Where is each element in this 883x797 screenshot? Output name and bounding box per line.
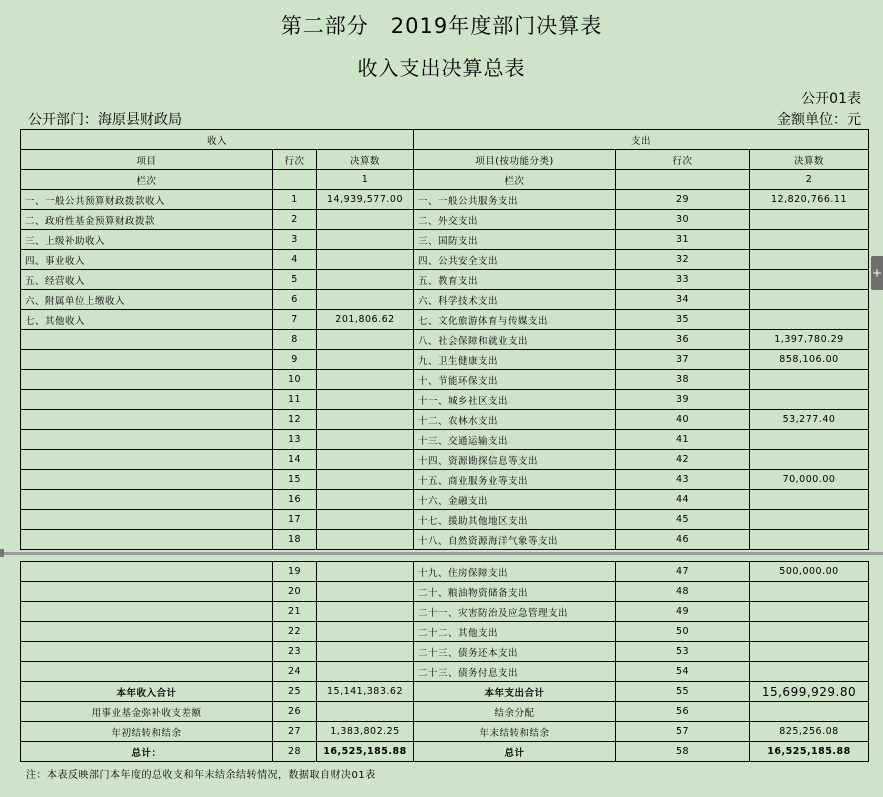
grand-total-no: 28	[273, 742, 317, 762]
expense-amount	[750, 662, 869, 682]
income-row-no: 9	[273, 350, 317, 370]
ending-balance-amount: 825,256.08	[750, 722, 869, 742]
income-row-no: 15	[273, 470, 317, 490]
income-item	[21, 622, 273, 642]
expense-row-no: 38	[616, 370, 750, 390]
table-row	[21, 602, 869, 622]
income-amount	[317, 530, 414, 550]
grand-total-label: 总计：	[21, 742, 273, 762]
expense-amount	[750, 290, 869, 310]
expense-col-number: 2	[750, 170, 869, 190]
expense-item: 十九、住房保障支出	[414, 562, 616, 582]
income-amount	[317, 230, 414, 250]
income-item	[21, 662, 273, 682]
beginning-balance-label: 年初结转和结余	[21, 722, 273, 742]
expense-item: 十六、金融支出	[414, 490, 616, 510]
income-row-no: 20	[273, 582, 317, 602]
income-row-no: 23	[273, 642, 317, 662]
expense-item: 五、教育支出	[414, 270, 616, 290]
expense-item: 七、文化旅游体育与传媒支出	[414, 310, 616, 330]
expense-amount	[750, 602, 869, 622]
expense-item: 二十二、其他支出	[414, 622, 616, 642]
expense-row-no: 35	[616, 310, 750, 330]
income-item	[21, 470, 273, 490]
expense-row-no: 54	[616, 662, 750, 682]
income-amount	[317, 430, 414, 450]
expense-row-no: 37	[616, 350, 750, 370]
expense-col-label: 栏次	[414, 170, 616, 190]
summary-table-top	[20, 129, 869, 550]
expense-amount	[750, 250, 869, 270]
expense-amount	[750, 622, 869, 642]
expense-item: 一、一般公共服务支出	[414, 190, 616, 210]
income-item: 四、事业收入	[21, 250, 273, 270]
income-item	[21, 642, 273, 662]
expense-amount: 858,106.00	[750, 350, 869, 370]
income-amount	[317, 662, 414, 682]
expense-row-no: 31	[616, 230, 750, 250]
income-amount	[317, 410, 414, 430]
income-item	[21, 410, 273, 430]
table-row	[21, 270, 869, 290]
expense-amount	[750, 642, 869, 662]
expense-item: 六、科学技术支出	[414, 290, 616, 310]
table-row	[21, 330, 869, 350]
empty-cell	[273, 170, 317, 190]
ending-balance-no: 57	[616, 722, 750, 742]
expense-row-no: 30	[616, 210, 750, 230]
income-row-no: 16	[273, 490, 317, 510]
report-subtitle: 收入支出决算总表	[357, 56, 526, 80]
income-amount-header: 决算数	[317, 150, 414, 170]
expense-row-no: 47	[616, 562, 750, 582]
expense-item: 十三、交通运输支出	[414, 430, 616, 450]
income-amount	[317, 370, 414, 390]
income-amount: 201,806.62	[317, 310, 414, 330]
empty-cell	[616, 170, 750, 190]
table-row	[21, 470, 869, 490]
balance-row	[21, 722, 869, 742]
expense-item: 十八、自然资源海洋气象等支出	[414, 530, 616, 550]
expense-item: 二十三、债务还本支出	[414, 642, 616, 662]
page-break-divider	[0, 552, 883, 555]
table-row	[21, 290, 869, 310]
expense-row-no: 48	[616, 582, 750, 602]
expense-row-no: 36	[616, 330, 750, 350]
income-item	[21, 510, 273, 530]
expense-amount: 12,820,766.11	[750, 190, 869, 210]
income-row-no: 8	[273, 330, 317, 350]
fund-row	[21, 702, 869, 722]
table-row	[21, 430, 869, 450]
income-amount	[317, 622, 414, 642]
expense-row-no: 50	[616, 622, 750, 642]
income-row-no: 5	[273, 270, 317, 290]
expense-row-no: 33	[616, 270, 750, 290]
income-row-no: 12	[273, 410, 317, 430]
income-row-no: 14	[273, 450, 317, 470]
grand-total-label-expense: 总计	[414, 742, 616, 762]
expense-row-no: 42	[616, 450, 750, 470]
table-row	[21, 510, 869, 530]
expense-amount: 1,397,780.29	[750, 330, 869, 350]
expense-item: 十、节能环保支出	[414, 370, 616, 390]
income-item	[21, 530, 273, 550]
expense-item: 二十一、灾害防治及应急管理支出	[414, 602, 616, 622]
expense-amount: 70,000.00	[750, 470, 869, 490]
income-header: 收入	[21, 130, 414, 150]
expense-row-no: 39	[616, 390, 750, 410]
income-row-no: 11	[273, 390, 317, 410]
table-row	[21, 230, 869, 250]
expense-item: 四、公共安全支出	[414, 250, 616, 270]
rows-bottom	[21, 562, 869, 682]
expand-icon[interactable]: +	[871, 256, 883, 290]
income-row-no: 4	[273, 250, 317, 270]
expense-amount	[750, 582, 869, 602]
table-row	[21, 622, 869, 642]
distribution-label: 结余分配	[414, 702, 616, 722]
grand-total-amount: 16,525,185.88	[317, 742, 414, 762]
expense-row-no: 29	[616, 190, 750, 210]
summary-table-bottom	[20, 561, 869, 762]
income-row-no: 21	[273, 602, 317, 622]
beginning-balance-amount: 1,383,802.25	[317, 722, 414, 742]
grand-total-no-expense: 58	[616, 742, 750, 762]
expense-item-header: 项目(按功能分类)	[414, 150, 616, 170]
income-amount	[317, 562, 414, 582]
table-row	[21, 562, 869, 582]
table-row	[21, 490, 869, 510]
income-row-no: 2	[273, 210, 317, 230]
expense-row-no: 40	[616, 410, 750, 430]
income-amount	[317, 250, 414, 270]
expense-amount	[750, 270, 869, 290]
expense-item: 十五、商业服务业等支出	[414, 470, 616, 490]
income-row-no: 22	[273, 622, 317, 642]
income-item	[21, 430, 273, 450]
income-amount	[317, 602, 414, 622]
expense-row-no: 49	[616, 602, 750, 622]
expense-amount	[750, 450, 869, 470]
report-title: 第二部分 2019年度部门决算表	[280, 14, 603, 38]
table-row	[21, 410, 869, 430]
income-amount	[317, 510, 414, 530]
fund-label: 用事业基金弥补收支差额	[21, 702, 273, 722]
table-row	[21, 310, 869, 330]
income-item: 七、其他收入	[21, 310, 273, 330]
income-item	[21, 390, 273, 410]
income-amount	[317, 450, 414, 470]
income-row-no: 24	[273, 662, 317, 682]
expense-amount: 500,000.00	[750, 562, 869, 582]
expense-item: 二十三、债务付息支出	[414, 662, 616, 682]
ending-balance-label: 年末结转和结余	[414, 722, 616, 742]
grand-total-row	[21, 742, 869, 762]
expense-header: 支出	[414, 130, 869, 150]
expense-amount	[750, 530, 869, 550]
expense-item: 十二、农林水支出	[414, 410, 616, 430]
expense-amount	[750, 510, 869, 530]
page-break-marker	[0, 549, 4, 557]
fund-no: 26	[273, 702, 317, 722]
income-item: 二、政府性基金预算财政拨款	[21, 210, 273, 230]
expense-total-amount: 15,699,929.80	[750, 682, 869, 702]
income-col-label: 栏次	[21, 170, 273, 190]
expense-row-no: 45	[616, 510, 750, 530]
income-row-no: 1	[273, 190, 317, 210]
expense-item: 十四、资源勘探信息等支出	[414, 450, 616, 470]
table-row	[21, 350, 869, 370]
income-item-header: 项目	[21, 150, 273, 170]
expense-amount	[750, 210, 869, 230]
income-row-no: 3	[273, 230, 317, 250]
income-amount	[317, 642, 414, 662]
expense-item: 九、卫生健康支出	[414, 350, 616, 370]
expense-total-label: 本年支出合计	[414, 682, 616, 702]
table-row	[21, 642, 869, 662]
income-item	[21, 562, 273, 582]
income-total-amount: 15,141,383.62	[317, 682, 414, 702]
table-row	[21, 190, 869, 210]
income-item	[21, 350, 273, 370]
expense-amount	[750, 430, 869, 450]
income-item	[21, 450, 273, 470]
income-item: 一、一般公共预算财政拨款收入	[21, 190, 273, 210]
income-item: 五、经营收入	[21, 270, 273, 290]
expense-item: 二十、粮油物资储备支出	[414, 582, 616, 602]
expense-amount	[750, 390, 869, 410]
expense-item: 十一、城乡社区支出	[414, 390, 616, 410]
income-item	[21, 490, 273, 510]
grand-total-amount-expense: 16,525,185.88	[750, 742, 869, 762]
expense-item: 八、社会保障和就业支出	[414, 330, 616, 350]
expense-amount-header: 决算数	[750, 150, 869, 170]
expense-amount	[750, 370, 869, 390]
expense-row-no: 41	[616, 430, 750, 450]
expense-item: 三、国防支出	[414, 230, 616, 250]
expense-amount	[750, 310, 869, 330]
income-row-no: 18	[273, 530, 317, 550]
table-row	[21, 582, 869, 602]
total-row	[21, 682, 869, 702]
distribution-amount	[750, 702, 869, 722]
distribution-no: 56	[616, 702, 750, 722]
income-amount	[317, 270, 414, 290]
table-row	[21, 210, 869, 230]
department-label: 公开部门：海原县财政局	[28, 112, 182, 128]
income-row-no: 17	[273, 510, 317, 530]
expense-row-no: 44	[616, 490, 750, 510]
footnote: 注：本表反映部门本年度的总收支和年末结余结转情况，数据取自财决01表	[26, 770, 376, 781]
expense-amount: 53,277.40	[750, 410, 869, 430]
expense-rowno-header: 行次	[616, 150, 750, 170]
expense-item: 二、外交支出	[414, 210, 616, 230]
income-item: 六、附属单位上缴收入	[21, 290, 273, 310]
income-item	[21, 582, 273, 602]
income-row-no: 19	[273, 562, 317, 582]
income-amount	[317, 350, 414, 370]
table-row	[21, 370, 869, 390]
income-item	[21, 370, 273, 390]
income-row-no: 13	[273, 430, 317, 450]
expense-row-no: 32	[616, 250, 750, 270]
income-amount	[317, 390, 414, 410]
income-row-no: 10	[273, 370, 317, 390]
income-item: 三、上级补助收入	[21, 230, 273, 250]
income-amount	[317, 330, 414, 350]
table-row	[21, 662, 869, 682]
table-row	[21, 530, 869, 550]
income-amount	[317, 582, 414, 602]
income-row-no: 6	[273, 290, 317, 310]
rows-top	[21, 190, 869, 550]
income-col-number: 1	[317, 170, 414, 190]
income-amount	[317, 210, 414, 230]
fund-amount	[317, 702, 414, 722]
table-row	[21, 390, 869, 410]
expense-row-no: 34	[616, 290, 750, 310]
income-item	[21, 330, 273, 350]
expense-amount	[750, 230, 869, 250]
table-row	[21, 450, 869, 470]
income-rowno-header: 行次	[273, 150, 317, 170]
form-number: 公开01表	[801, 91, 861, 107]
expense-item: 十七、援助其他地区支出	[414, 510, 616, 530]
income-amount	[317, 290, 414, 310]
table-row	[21, 250, 869, 270]
income-total-label: 本年收入合计	[21, 682, 273, 702]
expense-total-no: 55	[616, 682, 750, 702]
income-total-no: 25	[273, 682, 317, 702]
expense-row-no: 53	[616, 642, 750, 662]
expense-row-no: 43	[616, 470, 750, 490]
expense-amount	[750, 490, 869, 510]
income-amount	[317, 470, 414, 490]
beginning-balance-no: 27	[273, 722, 317, 742]
income-row-no: 7	[273, 310, 317, 330]
expense-row-no: 46	[616, 530, 750, 550]
income-amount: 14,939,577.00	[317, 190, 414, 210]
income-amount	[317, 490, 414, 510]
unit-label: 金额单位：元	[777, 112, 861, 128]
income-item	[21, 602, 273, 622]
